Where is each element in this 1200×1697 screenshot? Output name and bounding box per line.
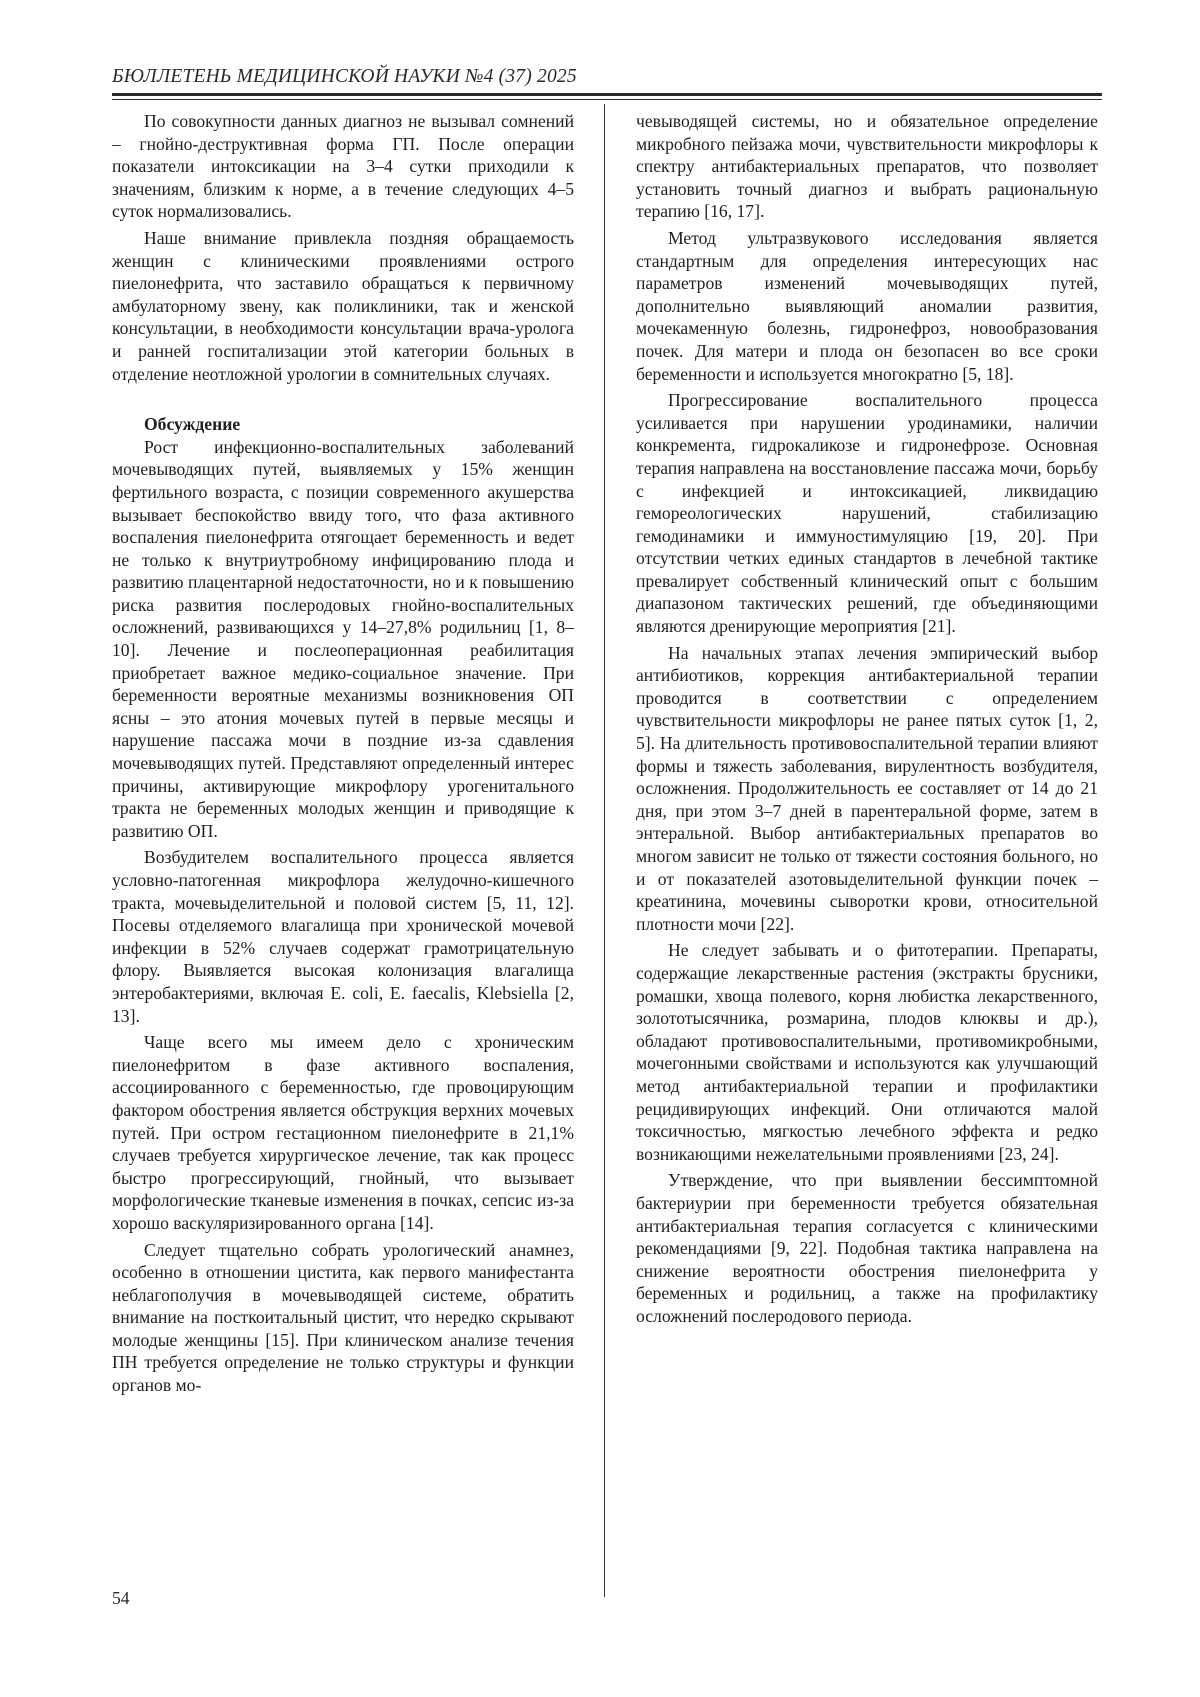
paragraph: На начальных этапах лечения эмпирический выбор антибиотиков, коррекция антибактериальной терапии проводится в соответствии с определением чувствительности микрофлоры не ранее пятых суток [1, 2, 5]. На длительность противовоспалительной терапии влияют формы и тяжесть заболевания, вирулентность возбудителя, осложнения. Продолжительность ее составляет от 14 до 21 дня, при этом 3–7 дней в парентеральной форме, затем в энтеральной. Выбор антибактериальных препаратов во многом зависит не только от тяжести состояния больного, но и от показателей азотовыделительной функции почек – креатинина, мочевины сыворотки крови, относительной плотности мочи [22]. (636, 642, 1098, 934)
paragraph: Утверждение, что при выявлении бессимптомной бактериурии при беременности требуется обязательная антибактериальная терапия согласуется с клиническими рекомендациями [9, 22]. Подобная тактика направлена на снижение вероятности обострения пиелонефрита у беременных и родильниц, а также на профилактику осложнений послеродового периода. (636, 1170, 1098, 1326)
paragraph: Прогрессирование воспалительного процесса усиливается при нарушении уродинамики, наличии конкремента, гидрокаликозе и гидронефрозе. Основная терапия направлена на восстановление пассажа мочи, борьбу с инфекцией и интоксикацией, ликвидацию гемореологических нарушений, стабилизацию гемодинамики и иммуностимуляцию [19, 20]. При отсутствии четких единых стандартов в лечебной тактике превалирует собственный клинический опыт с большим диапазоном тактических решений, где объединяющими являются дренирующие мероприятия [21]. (636, 390, 1098, 637)
left-column (112, 110, 574, 1401)
page-number: 54 (112, 1588, 130, 1608)
paragraph-continued: чевыводящей системы, но и обязательное определение микробного пейзажа мочи, чувствительности микрофлоры к спектру антибактериальных препаратов, что позволяет установить точный диагноз и выбрать рациональную терапию [16, 17]. (636, 111, 1098, 222)
paragraph: По совокупности данных диагноз не вызывал сомнений – гнойно-деструктивная форма ГП. После операции показатели интоксикации на 3–4 сутки приходили к значениям, близким к норме, а в течение следующих 4–5 суток нормализовались. (112, 111, 574, 222)
paragraph: Наше внимание привлекла поздняя обращаемость женщин с клиническими проявлениями острого пиелонефрита, что заставило обращаться к первичному амбулаторному звену, как поликлиники, так и женской консультации, в необходимости консультации врача-уролога и ранней госпитализации этой категории больных в отделение неотложной урологии в сомнительных случаях. (112, 227, 574, 384)
paragraph: Возбудителем воспалительного процесса является условно-патогенная микрофлора желудочно-кишечного тракта, мочевыделительной и половой систем [5, 11, 12]. Посевы отделяемого влагалища при хронической мочевой инфекции в 52% случаев содержат грамотрицательную флору. Выявляется высокая колонизация влагалища энтеробактериями, включая E. coli, E. faecalis, Klebsiella [2, 13]. (112, 847, 574, 1026)
section-gap (112, 389, 574, 413)
paragraph: Рост инфекционно-воспалительных заболеваний мочевыводящих путей, выявляемых у 15% женщин фертильного возраста, с позиции современного акушерства вызывает беспокойство ввиду того, что фаза активного воспаления пиелонефрита отягощает беременность и ведет не только к внутриутробному инфицированию плода и развитию плацентарной недостаточности, но и к повышению риска развития послеродовых гнойно-воспалительных осложнений, развивающихся у 14–27,8% родильниц [1, 8–10]. Лечение и послеоперационная реабилитация приобретает важное медико-социальное значение. При беременности вероятные механизмы возникновения ОП ясны – это атония мочевых путей в первые месяцы и нарушение пассажа мочи в поздние из-за сдавления мочевыводящих путей. Представляют определенный интерес причины, активирующие микрофлору урогенитального тракта не беременных молодых женщин и приводящие к развитию ОП. (112, 436, 574, 841)
paragraph: Чаще всего мы имеем дело с хроническим пиелонефритом в фазе активного воспаления, ассоциированного с беременностью, где провоцирующим фактором обострения является обструкция верхних мочевых путей. При остром гестационном пиелонефрите в 21,1% случаев требуется хирургическое лечение, так как процесс быстро прогрессирующий, гнойный, что вызывает морфологические тканевые изменения в почках, сепсис из-за хорошо васкуляризированного органа [14]. (112, 1032, 574, 1233)
section-heading: Обсуждение (144, 414, 241, 435)
header-rule-thick (112, 93, 1102, 96)
paragraph: Не следует забывать и о фитотерапии. Препараты, содержащие лекарственные растения (экстракты брусники, ромашки, хвоща полевого, корня любистка лекарственного, золототысячника, розмарина, плодов клюквы и др.), обладают противовоспалительными, противомикробными, мочегонными свойствами и используются как улучшающий метод антибактериальной терапии и профилактики рецидивирующих инфекций. Они отличаются малой токсичностью, мягкостью лечебного эффекта и редко возникающими нежелательными проявлениями [23, 24]. (636, 940, 1098, 1164)
header-rule-thin (112, 99, 1102, 100)
paragraph: Следует тщательно собрать урологический анамнез, особенно в отношении цистита, как первого манифестанта неблагополучия в мочевыводящей системе, обратить внимание на посткоитальный цистит, что нередко скрывают молодые женщины [15]. При клиническом анализе течения ПН требуется определение не только структуры и функции органов мо- (112, 1239, 574, 1396)
column-separator (604, 104, 605, 1597)
running-header: БЮЛЛЕТЕНЬ МЕДИЦИНСКОЙ НАУКИ №4 (37) 2025 (112, 66, 577, 87)
right-column (636, 110, 1098, 1331)
paragraph: Метод ультразвукового исследования является стандартным для определения интересующих нас параметров изменений мочевыводящих путей, дополнительно выявляющий аномалии развития, мочекаменную болезнь, гидронефроз, новообразования почек. Для матери и плода он безопасен во все сроки беременности и используется многократно [5, 18]. (636, 227, 1098, 384)
